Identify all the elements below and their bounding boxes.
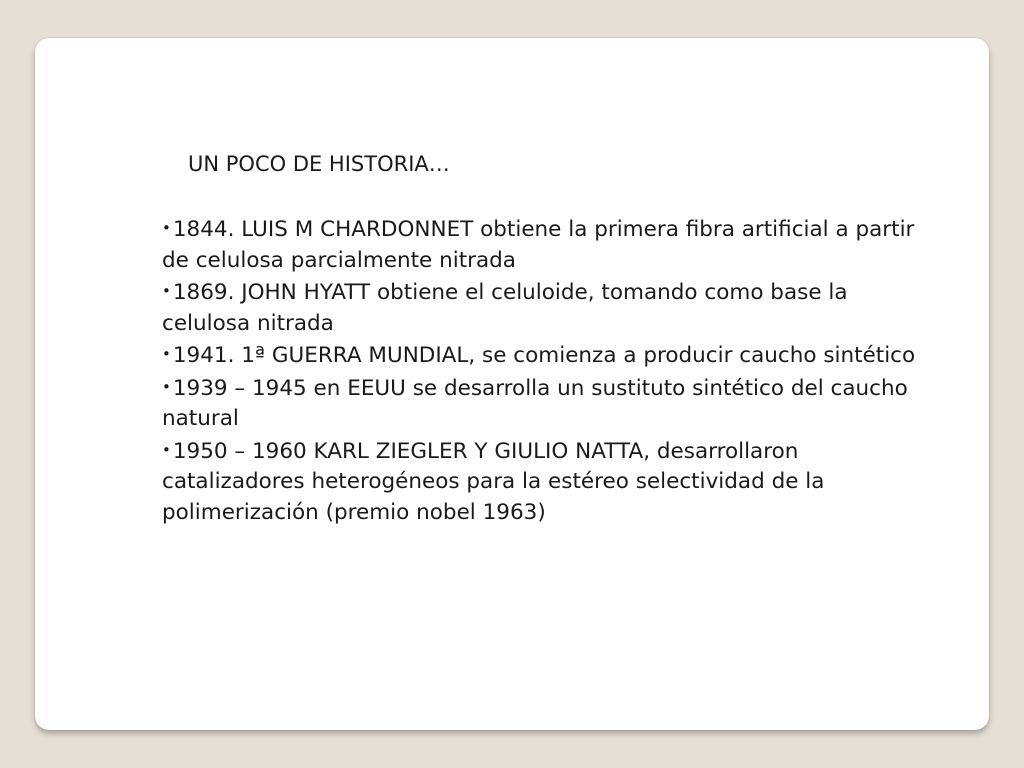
history-item-text: 1844. LUIS M CHARDONNET obtiene la primera fibra artificial a partir de celulosa parcialmente nitrada bbox=[162, 217, 915, 273]
history-item-1844 bbox=[162, 213, 922, 276]
bullet-icon: • bbox=[162, 440, 171, 459]
bullet-icon: • bbox=[162, 219, 171, 237]
bullet-icon: • bbox=[162, 282, 171, 300]
history-item-text: 1950 – 1960 KARL ZIEGLER Y GIULIO NATTA, desarrollaron catalizadores heterogéneos para la estéreo selectividad de la polimerización (premio nobel 1963) bbox=[162, 438, 825, 525]
history-item-1939-1945 bbox=[162, 372, 922, 435]
history-item-text: 1939 – 1945 en EEUU se desarrolla un sustituto sintético del caucho natural bbox=[162, 375, 908, 431]
history-item-1950-1960 bbox=[162, 435, 922, 529]
bullet-icon: • bbox=[162, 377, 171, 396]
history-item-text: 1869. JOHN HYATT obtiene el celuloide, tomando como base la celulosa nitrada bbox=[162, 280, 848, 336]
history-item-1941 bbox=[162, 339, 922, 372]
history-item-1869 bbox=[162, 276, 922, 339]
bullet-icon: • bbox=[162, 345, 171, 363]
slide-title: UN POCO DE HISTORIA… bbox=[188, 152, 450, 176]
history-bullet-list bbox=[162, 213, 922, 528]
history-item-text: 1941. 1ª GUERRA MUNDIAL, se comienza a producir caucho sintético bbox=[172, 343, 916, 368]
